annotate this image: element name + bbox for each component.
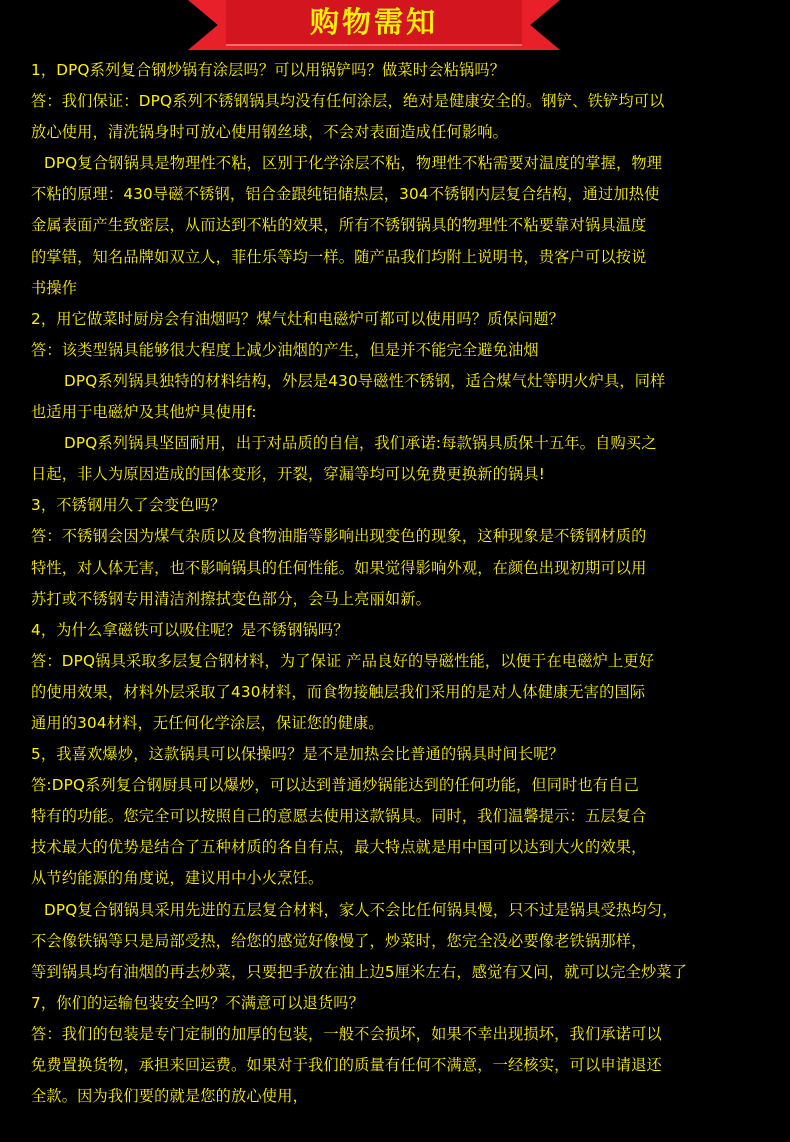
faq-answer-line: 从节约能源的角度说，建议用中小火烹饪。 [31, 869, 324, 888]
faq-answer-line: 不会像铁锅等只是局部受热，给您的感觉好像慢了，炒菜时，您完全没必要像老铁锅那样， [31, 931, 647, 950]
page-title: 购物需知 [309, 5, 438, 39]
faq-answer-line: 答：我们的包装是专门定制的加厚的包装，一般不会损坏，如果不幸出现损坏，我们承诺可以 [31, 1024, 662, 1043]
faq-answer-line: 答：我们保证：DPQ系列不锈钢锅具均没有任何涂层，绝对是健康安全的。钢铲、铁铲均可以 [31, 92, 665, 111]
faq-question-7: 7，你们的运输包装安全吗？不满意可以退货吗？ [31, 993, 365, 1012]
faq-answer-line: 金属表面产生致密层，从而达到不粘的效果，所有不锈钢锅具的物理性不粘要靠对锅具温度 [31, 216, 647, 235]
faq-answer-line: 也适用于电磁炉及其他炉具使用f: [31, 403, 257, 422]
faq-answer-line: 技术最大的优势是结合了五种材质的各自有点，最大特点就是用中国可以达到大火的效果， [31, 838, 647, 857]
faq-answer-line: DPQ复合钢锅具采用先进的五层复合材料，家人不会比任何锅具慢，只不过是锅具受热均匀， [44, 900, 678, 919]
faq-answer-line: 不粘的原理：430导磁不锈钢，铝合金跟纯铝储热层，304不锈钢内层复合结构，通过加热使 [31, 185, 660, 204]
faq-answer-line: DPQ复合钢锅具是物理性不粘，区别于化学涂层不粘，物理性不粘需要对温度的掌握，物理 [44, 154, 663, 173]
faq-question-2: 2，用它做菜时厨房会有油烟吗？煤气灶和电磁炉可都可以使用吗？质保问题？ [31, 309, 565, 328]
title-banner-inner [226, 0, 522, 46]
faq-answer-line: 特有的功能。您完全可以按照自己的意愿去使用这款锅具。同时，我们温馨提示：五层复合 [31, 807, 647, 826]
faq-answer-line: DPQ系列锅具独特的材料结构，外层是430导磁性不锈钢，适合煤气灶等明火炉具，同样 [64, 371, 666, 390]
faq-answer-line: 免费置换货物，承担来回运费。如果对于我们的质量有任何不满意，一经核实，可以申请退还 [31, 1056, 662, 1074]
faq-answer-line: 特性，对人体无害，也不影响锅具的任何性能。如果觉得影响外观，在颜色出现初期可以用 [31, 558, 647, 577]
faq-answer-line: 答：不锈钢会因为煤气杂质以及食物油脂等影响出现变色的现象，这种现象是不锈钢材质的 [31, 527, 647, 546]
faq-answer-line: 全款。因为我们要的就是您的放心使用， [31, 1087, 308, 1106]
faq-answer-line: 的使用效果，材料外层采取了430材料，而食物接触层我们采用的是对人体健康无害的国际 [31, 682, 646, 701]
faq-question-5: 5，我喜欢爆炒，这款锅具可以保操吗？是不是加热会比普通的锅具时间长呢？ [31, 745, 565, 764]
faq-answer-line: 的掌错，知名品牌如双立人，菲仕乐等均一样。随产品我们均附上说明书，贵客户可以按说 [31, 247, 647, 266]
faq-answer-line: 日起，非人为原因造成的国体变形，开裂，穿漏等均可以免费更换新的锅具! [31, 465, 546, 484]
faq-question-3: 3，不锈钢用久了会变色吗？ [31, 496, 226, 515]
faq-answer-line: 通用的304材料，无任何化学涂层，保证您的健康。 [31, 713, 384, 732]
faq-answer-line: 答:DPQ系列复合钢厨具可以爆炒，可以达到普通炒锅能达到的任何功能，但同时也有自己 [31, 776, 640, 795]
faq-answer-line: 等到锅具均有油烟的再去炒菜，只要把手放在油上边5厘米左右，感觉有又问，就可以完全炒菜了 [31, 962, 688, 981]
faq-question-1: 1，DPQ系列复合钢炒锅有涂层吗？可以用锅铲吗？做菜时会粘锅吗？ [31, 61, 506, 79]
faq-answer-line: 答：该类型锅具能够很大程度上减少油烟的产生，但是并不能完全避免油烟 [31, 340, 539, 359]
faq-answer-line: 苏打或不锈钢专用清洁剂擦拭变色部分，会马上亮丽如新。 [31, 589, 432, 608]
faq-question-4: 4，为什么拿磁铁可以吸住呢？是不锈钢锅吗？ [31, 620, 349, 639]
faq-answer-line: 答：DPQ锅具采取多层复合钢材料，为了保证 产品良好的导磁性能，以便于在电磁炉上更好 [31, 651, 655, 670]
faq-content [31, 55, 783, 1112]
faq-answer-line: 放心使用，清洗锅身时可放心使用钢丝球，不会对表面造成任何影响。 [31, 123, 509, 142]
faq-answer-line: 书操作 [31, 278, 78, 297]
faq-answer-line: DPQ系列锅具坚固耐用，出于对品质的自信，我们承诺:每款锅具质保十五年。自购买之 [64, 434, 657, 453]
